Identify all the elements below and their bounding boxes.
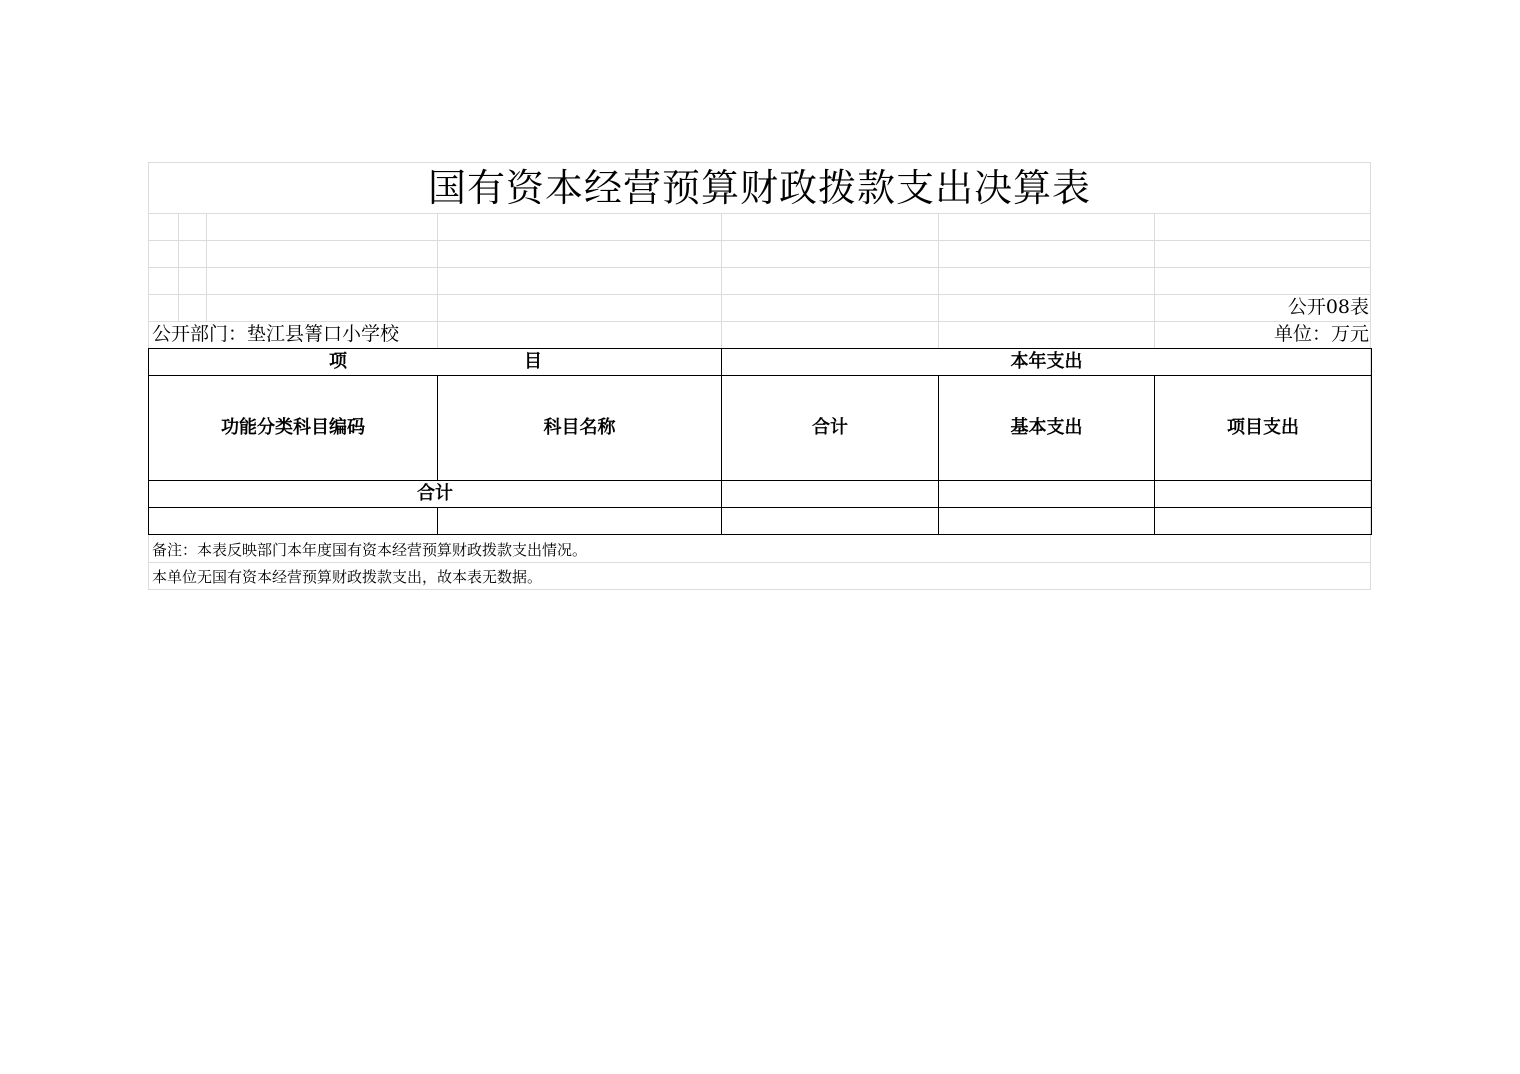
total-label: 合计 bbox=[149, 481, 722, 508]
column-header-project: 项目支出 bbox=[1155, 376, 1372, 481]
gridline bbox=[148, 321, 1371, 322]
expenditure-table bbox=[148, 348, 1372, 535]
gridline bbox=[1154, 213, 1155, 348]
gridline bbox=[938, 213, 939, 348]
gridline bbox=[437, 213, 438, 348]
empty-cell bbox=[939, 508, 1155, 535]
column-header-code: 功能分类科目编码 bbox=[149, 376, 438, 481]
column-header-total: 合计 bbox=[722, 376, 939, 481]
remark-note: 备注：本表反映部门本年度国有资本经营预算财政拨款支出情况。 bbox=[152, 540, 588, 559]
gridline bbox=[148, 213, 1371, 214]
gridline bbox=[206, 213, 207, 321]
empty-cell bbox=[1155, 508, 1372, 535]
current-year-header: 本年支出 bbox=[722, 349, 1372, 376]
project-header-right: 目 bbox=[524, 351, 542, 372]
total-row bbox=[149, 481, 1372, 508]
page-title: 国有资本经营预算财政拨款支出决算表 bbox=[427, 165, 1091, 210]
total-value-cell bbox=[722, 481, 939, 508]
gridline bbox=[148, 240, 1371, 241]
column-header-basic: 基本支出 bbox=[939, 376, 1155, 481]
gridline bbox=[148, 267, 1371, 268]
project-value-cell bbox=[1155, 481, 1372, 508]
empty-cell bbox=[722, 508, 939, 535]
empty-cell bbox=[438, 508, 722, 535]
empty-cell bbox=[149, 508, 438, 535]
table-subheader-row bbox=[149, 376, 1372, 481]
table-row bbox=[149, 508, 1372, 535]
project-header-left: 项 bbox=[329, 351, 347, 372]
column-header-name: 科目名称 bbox=[438, 376, 722, 481]
table-header-row bbox=[149, 349, 1372, 376]
basic-value-cell bbox=[939, 481, 1155, 508]
department-label: 公开部门：垫江县箐口小学校 bbox=[152, 323, 400, 345]
gridline bbox=[721, 213, 722, 348]
gridline bbox=[178, 213, 179, 321]
gridline bbox=[148, 589, 1371, 590]
project-header-cell bbox=[149, 349, 722, 376]
unit-label: 单位：万元 bbox=[1273, 323, 1369, 345]
no-data-note: 本单位无国有资本经营预算财政拨款支出，故本表无数据。 bbox=[152, 567, 543, 586]
form-number: 公开08表 bbox=[1287, 296, 1369, 318]
gridline bbox=[148, 294, 1371, 295]
